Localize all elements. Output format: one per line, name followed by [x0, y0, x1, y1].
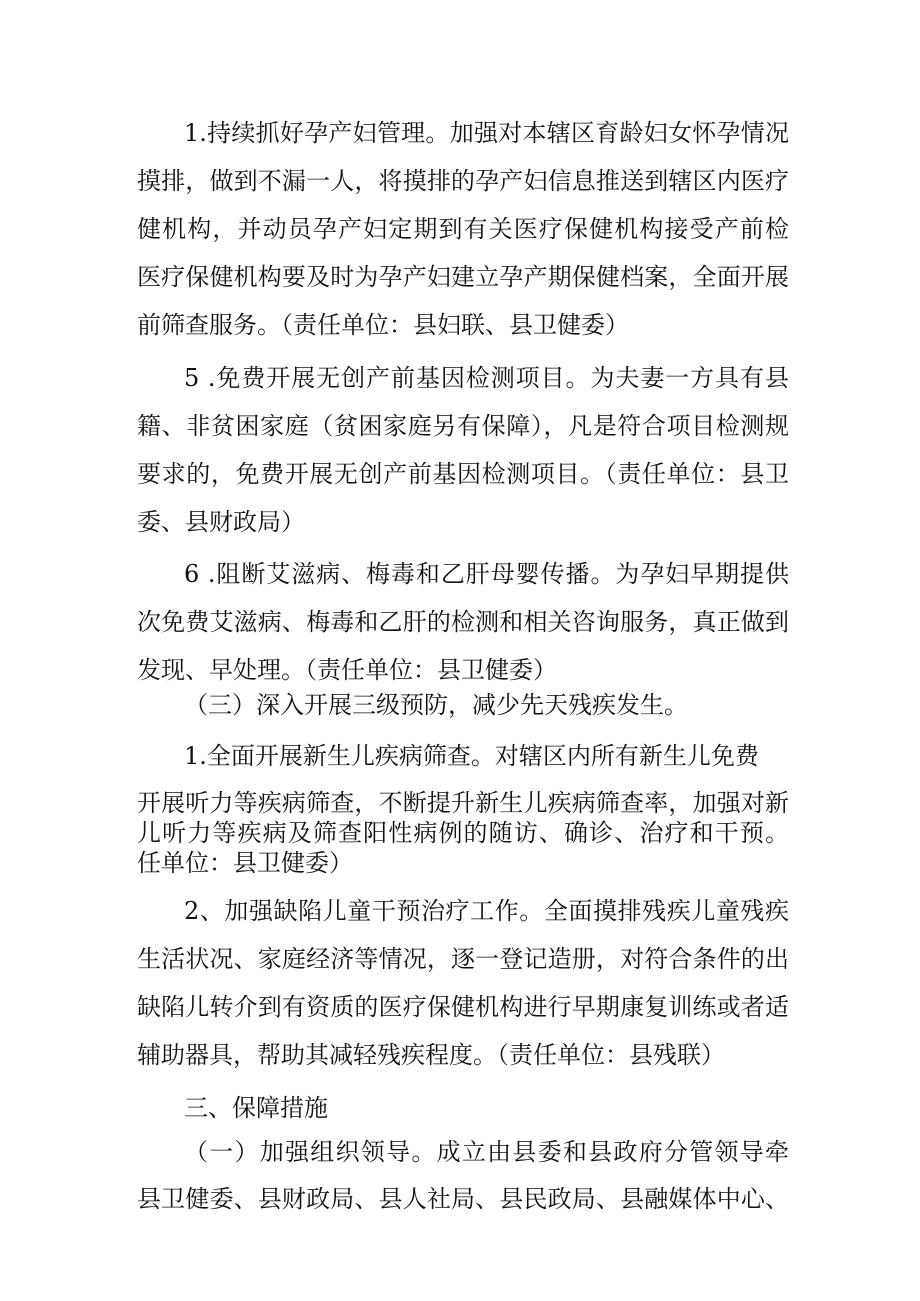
text-line: 医疗保健机构要及时为孕产妇建立孕产期保健档案，全面开展 — [137, 263, 789, 291]
text-line: 发现、早处理。（责任单位：县卫健委） — [137, 656, 557, 684]
section-heading: （三）深入开展三级预防，减少先天残疾发生。 — [184, 691, 688, 719]
text-line: 摸排，做到不漏一人，将摸排的孕产妇信息推送到辖区内医疗 — [137, 167, 789, 195]
text-line: 开展听力等疾病筛查，不断提升新生儿疾病筛查率，加强对新 — [137, 789, 789, 817]
text-line: 儿听力等疾病及筛查阳性病例的随访、确诊、治疗和干预。 — [137, 819, 789, 847]
text-line: 县卫健委、县财政局、县人社局、县民政局、县融媒体中心、 — [137, 1185, 789, 1213]
section-heading: 三、保障措施 — [184, 1094, 328, 1122]
text-line: 健机构，并动员孕产妇定期到有关医疗保健机构接受产前检 — [137, 215, 789, 243]
text-line: 委、县财政局） — [137, 508, 305, 536]
text-line: 1.持续抓好孕产妇管理。加强对本辖区育龄妇女怀孕情况 — [184, 119, 789, 147]
text-line: 籍、非贫困家庭（贫困家庭另有保障），凡是符合项目检测规 — [137, 412, 789, 440]
text-line: 前筛查服务。（责任单位：县妇联、县卫健委） — [137, 311, 629, 339]
text-line: 2、加强缺陷儿童干预治疗工作。全面摸排残疾儿童残疾 — [184, 897, 789, 925]
text-line: 要求的，免费开展无创产前基因检测项目。（责任单位：县卫 — [137, 460, 789, 488]
text-line: 6 .阻断艾滋病、梅毒和乙肝母婴传播。为孕妇早期提供 — [184, 560, 789, 588]
text-line: 1.全面开展新生儿疾病筛查。对辖区内所有新生儿免费 — [184, 742, 759, 770]
text-line: 任单位：县卫健委） — [137, 849, 353, 877]
text-line: 5 .免费开展无创产前基因检测项目。为夫妻一方具有县 — [184, 364, 789, 392]
text-line: 辅助器具，帮助其减轻残疾程度。（责任单位：县残联） — [137, 1041, 725, 1069]
text-line: （一）加强组织领导。成立由县委和县政府分管领导牵 — [184, 1138, 789, 1166]
text-line: 缺陷儿转介到有资质的医疗保健机构进行早期康复训练或者适 — [137, 993, 789, 1021]
text-line: 次免费艾滋病、梅毒和乙肝的检测和相关咨询服务，真正做到 — [137, 608, 789, 636]
text-line: 生活状况、家庭经济等情况，逐一登记造册，对符合条件的出 — [137, 945, 789, 973]
